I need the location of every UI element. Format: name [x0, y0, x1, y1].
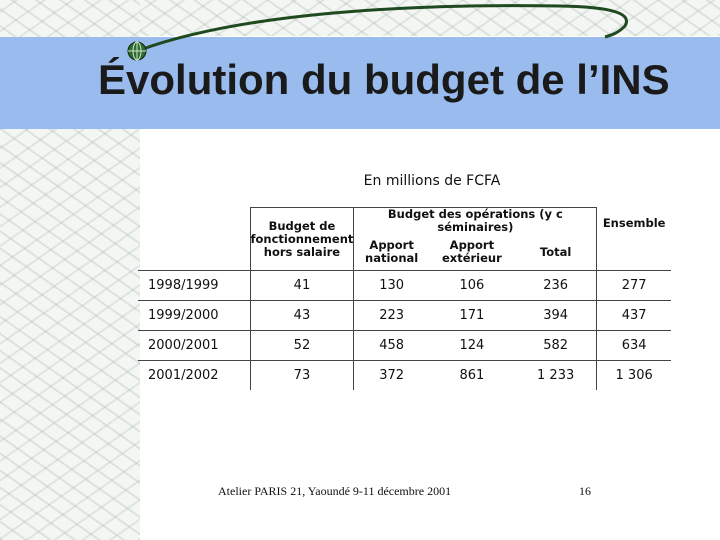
- cell-total: 582: [515, 331, 597, 361]
- table-row: [138, 271, 671, 301]
- cell-total: 1 233: [515, 361, 597, 391]
- cell-national: 372: [354, 361, 429, 391]
- header-row-1: [138, 208, 671, 235]
- header-exterieur: [429, 234, 515, 271]
- cell-fonctionnement: 73: [250, 361, 354, 391]
- header-fonctionnement-line-2: fonctionnement: [250, 231, 354, 246]
- budget-table: [138, 207, 671, 390]
- cell-year: 2000/2001: [138, 331, 250, 361]
- page-number: 16: [579, 484, 591, 498]
- slide-title: Évolution du budget de l’INS: [98, 56, 670, 103]
- header-fonctionnement: [250, 208, 354, 271]
- cell-exterieur: 861: [429, 361, 515, 391]
- header-total: Total: [515, 234, 597, 271]
- cell-year: 1998/1999: [138, 271, 250, 301]
- header-national: [354, 234, 429, 271]
- cell-ensemble: 1 306: [597, 361, 671, 391]
- cell-year: 2001/2002: [138, 361, 250, 391]
- cell-total: 236: [515, 271, 597, 301]
- header-fonctionnement-line-1: Budget de: [268, 218, 336, 233]
- cell-ensemble: 437: [597, 301, 671, 331]
- cell-exterieur: 106: [429, 271, 515, 301]
- header-operations: Budget des opérations (y c séminaires): [354, 208, 597, 235]
- header-row-2: [138, 234, 671, 271]
- table-row: [138, 361, 671, 391]
- cell-ensemble: 277: [597, 271, 671, 301]
- cell-national: 130: [354, 271, 429, 301]
- header-ensemble: Ensemble: [602, 216, 666, 231]
- cell-exterieur: 171: [429, 301, 515, 331]
- table-row: [138, 331, 671, 361]
- header-exterieur-line-2: extérieur: [441, 251, 502, 265]
- header-fonctionnement-line-3: hors salaire: [263, 244, 341, 259]
- footer-event: Atelier PARIS 21, Yaoundé 9-11 décembre 2001: [218, 484, 452, 498]
- header-national-line-2: national: [365, 251, 419, 265]
- cell-national: 223: [354, 301, 429, 331]
- cell-national: 458: [354, 331, 429, 361]
- cell-fonctionnement: 41: [250, 271, 354, 301]
- cell-total: 394: [515, 301, 597, 331]
- cell-fonctionnement: 43: [250, 301, 354, 331]
- cell-ensemble: 634: [597, 331, 671, 361]
- header-exterieur-line-1: Apport: [449, 238, 495, 252]
- table-row: [138, 301, 671, 331]
- cell-exterieur: 124: [429, 331, 515, 361]
- units-caption: En millions de FCFA: [363, 173, 501, 189]
- cell-fonctionnement: 52: [250, 331, 354, 361]
- cell-year: 1999/2000: [138, 301, 250, 331]
- header-national-line-1: Apport: [369, 238, 414, 252]
